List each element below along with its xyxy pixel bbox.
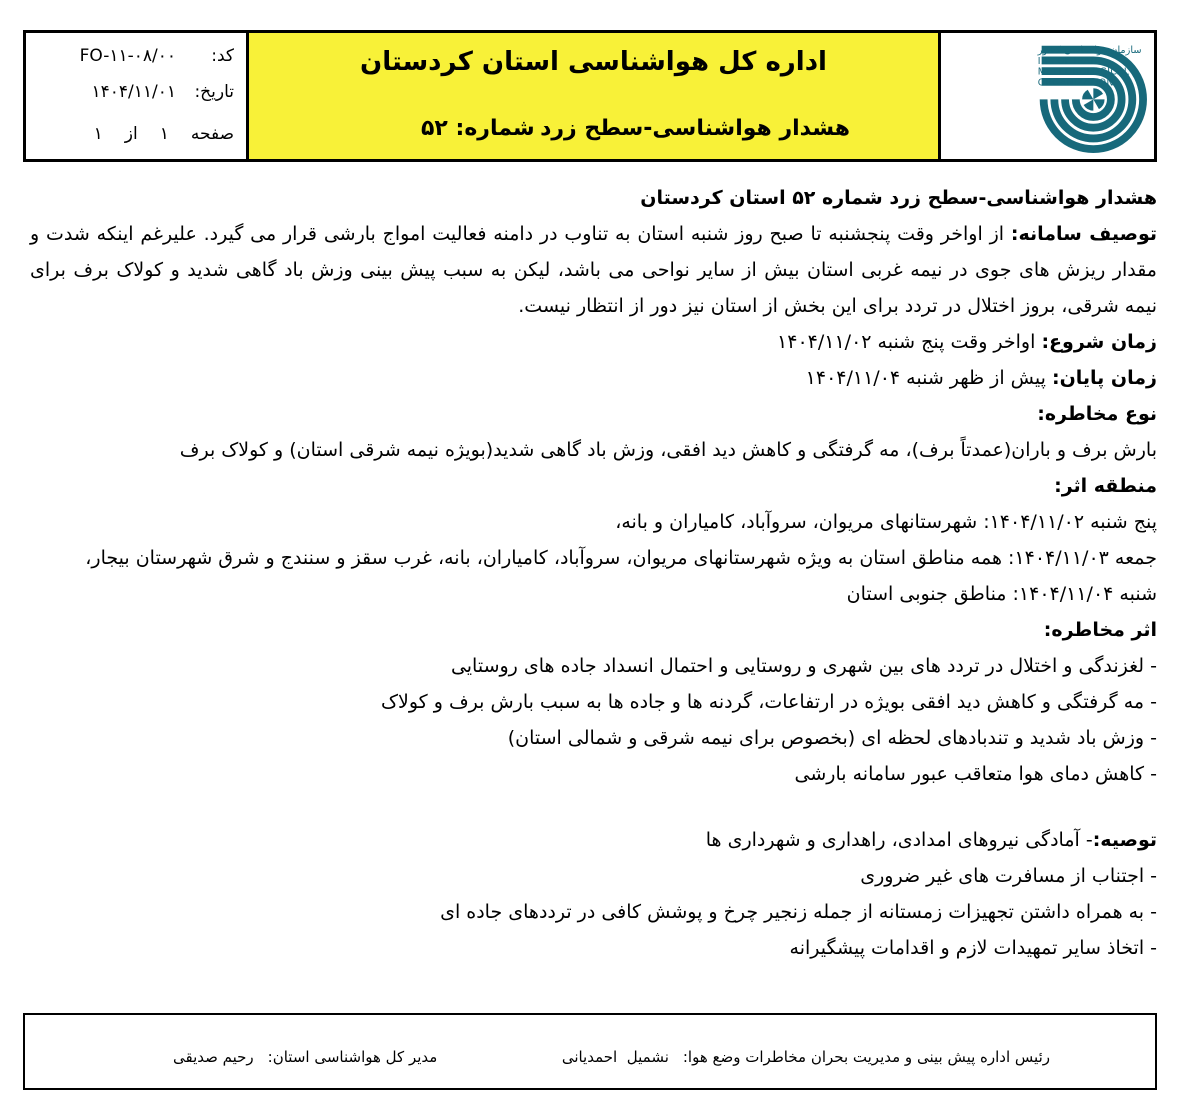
affected-area-day1: پنج شنبه ۱۴۰۴/۱۱/۰۲: شهرستانهای مریوان، سروآباد، کامیاران و بانه، — [615, 511, 1157, 533]
end-time-value: پیش از ظهر شنبه ۱۴۰۴/۱۱/۰۴ — [805, 367, 1046, 389]
affected-area-day2: جمعه ۱۴۰۴/۱۱/۰۳: همه مناطق استان به ویژه شهرستانهای مریوان، سروآباد، کامیاران، بانه، غرب سقز و سنندج و شرق شهرستان بیجار، — [85, 547, 1157, 569]
start-time — [30, 324, 1157, 360]
system-description-text: از اواخر وقت پنجشنبه تا صبح روز شنبه استان به تناوب در دامنه فعالیت امواج بارشی قرار می گیرد. علیرغم اینکه شدت و مقدار ریزش های جوی در نیمه غربی استان بیش از سایر نواحی می باشد، لیکن به سبب پیش بینی وزش باد گاهی شدید و کولاک برف برای نیمه شرقی، بروز اختلال در تردد برای این بخش از استان نیز دور از انتظار نیست. — [30, 223, 1157, 317]
page-number: ۱ — [159, 124, 169, 144]
forecast-head-label: رئیس اداره پیش بینی و مدیریت بحران مخاطرات وضع هوا: — [682, 1047, 1050, 1066]
advice-item-4: - اتخاذ سایر تمهیدات لازم و اقدامات پیشگیرانه — [789, 937, 1157, 959]
hazard-type-text: بارش برف و باران(عمدتاً برف)، مه گرفتگی و کاهش دید افقی، وزش باد گاهی شدید(بویژه نیمه شرقی استان) و کولاک برف — [179, 439, 1157, 461]
logo-text-en3: ORGANIZATION — [1037, 76, 1114, 88]
date-value: ۱۴۰۴/۱۱/۰۱ — [91, 82, 176, 102]
system-description — [30, 216, 1157, 324]
logo-text-en1: I.R. OF IRAN — [1037, 55, 1098, 67]
page-of-label: از — [124, 124, 138, 144]
irimo-logo-icon — [948, 38, 1148, 155]
date-label: تاریخ: — [194, 82, 234, 102]
logo-text-fa: سازمان هواشناسی کشور — [1037, 44, 1142, 56]
affected-area-label: منطقه اثر: — [1054, 475, 1157, 497]
warning-level-title: هشدار هواشناسی-سطح زرد — [540, 116, 850, 141]
code-label: کد: — [211, 46, 234, 66]
advice-item-2: - اجتناب از مسافرت های غیر ضروری — [860, 865, 1157, 887]
title-cell — [246, 33, 941, 159]
hazard-effect-3: - وزش باد شدید و تندبادهای لحظه ای (بخصوص برای نیمه شرقی و شمالی استان) — [507, 727, 1157, 749]
advice-label: توصیه: — [1092, 829, 1157, 851]
logo-cell — [941, 33, 1154, 159]
header-page-row — [32, 116, 234, 152]
warning-heading: هشدار هواشناسی-سطح زرد شماره ۵۲ استان کردستان — [640, 187, 1157, 209]
start-time-value: اواخر وقت پنج شنبه ۱۴۰۴/۱۱/۰۲ — [777, 331, 1036, 353]
warning-number: شماره: ۵۲ — [421, 116, 535, 141]
hazard-effect-2: - مه گرفتگی و کاهش دید افقی بویژه در ارتفاعات، گردنه ها و جاده ها به سبب بارش برف و کولاک — [380, 691, 1157, 713]
end-time — [30, 360, 1157, 396]
document-footer — [23, 1013, 1157, 1090]
advice-item-1: - آمادگی نیروهای امدادی، راهداری و شهرداری ها — [705, 829, 1093, 851]
page-total: ۱ — [93, 124, 103, 144]
start-time-label: زمان شروع: — [1041, 331, 1157, 353]
code-value: FO-۱۱-۰۸/۰۰ — [79, 46, 176, 66]
hazard-effect-4: - کاهش دمای هوا متعاقب عبور سامانه بارشی — [794, 763, 1157, 785]
hazard-type-label: نوع مخاطره: — [1037, 403, 1157, 425]
logo-text-en2: METEOROLOGICAL — [1037, 66, 1129, 78]
advice-line-1 — [30, 822, 1157, 858]
affected-area-day3: شنبه ۱۴۰۴/۱۱/۰۴: مناطق جنوبی استان — [846, 583, 1157, 605]
org-title: اداره کل هواشناسی استان کردستان — [360, 47, 827, 77]
document-header — [23, 30, 1157, 162]
hazard-effect-1: - لغزندگی و اختلال در تردد های بین شهری و روستایی و احتمال انسداد جاده های روستایی — [450, 655, 1157, 677]
advice-item-3: - به همراه داشتن تجهیزات زمستانه از جمله زنجیر چرخ و پوشش کافی در ترددهای جاده ای — [440, 901, 1157, 923]
director-label: مدیر کل هواشناسی استان: — [267, 1047, 438, 1066]
meta-cell — [26, 33, 246, 159]
page-label: صفحه — [190, 124, 234, 144]
hazard-effect-label: اثر مخاطره: — [1043, 619, 1157, 641]
director-signature — [173, 1048, 437, 1066]
director-name: رحیم صدیقی — [173, 1047, 254, 1066]
header-date-row — [32, 74, 234, 110]
system-description-label: توصیف سامانه: — [1010, 223, 1157, 245]
header-code-row — [32, 38, 234, 74]
forecast-head-name: نشمیل احمدیانی — [561, 1047, 669, 1066]
document-body — [30, 180, 1157, 966]
end-time-label: زمان پایان: — [1051, 367, 1157, 389]
forecast-head-signature — [562, 1048, 1050, 1066]
logo-pinwheel-icon — [1082, 88, 1104, 110]
blank-line — [30, 792, 1157, 822]
